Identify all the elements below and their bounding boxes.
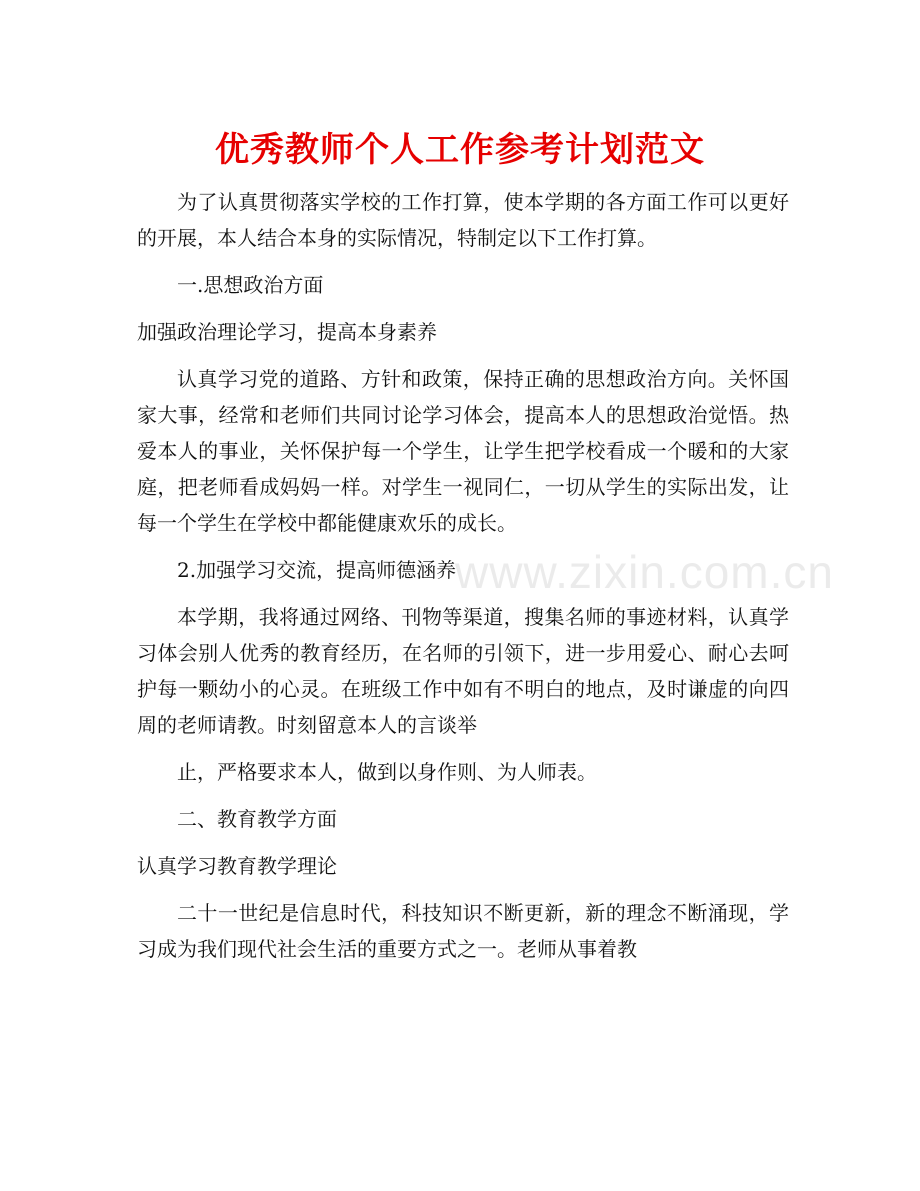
subheading-teaching-theory: 认真学习教育教学理论 <box>137 854 337 878</box>
paragraph-politics-study: 认真学习党的道路、方针和政策，保持正确的思想政治方向。关怀国家大事，经常和老师们共同讨论学习体会，提高本人的思想政治觉悟。热爱本人的事业，关怀保护每一个学生，让学生把学校看成一个暖和的大家庭，把老师看成妈妈一样。对学生一视同仁，一切从学生的实际出发，让每一个学生在学校中都能健康欢乐的成长。 <box>137 367 789 535</box>
watermark: www.zixin.com.cn <box>455 546 834 598</box>
paragraph-information-age: 二十一世纪是信息时代，科技知识不断更新，新的理念不断涌现，学习成为我们现代社会生活的重要方式之一。老师从事着教 <box>137 901 789 961</box>
document-title: 优秀教师个人工作参考计划范文 <box>215 130 705 170</box>
paragraph-exchange: 本学期，我将通过网络、刊物等渠道，搜集名师的事迹材料，认真学习体会别人优秀的教育经历，在名师的引领下，进一步用爱心、耐心去呵护每一颗幼小的心灵。在班级工作中如有不明白的地点，及时谦虚的向四周的老师请教。时刻留意本人的言谈举 <box>137 605 789 737</box>
paragraph-exchange-continued: 止，严格要求本人，做到以身作则、为人师表。 <box>177 760 597 784</box>
section-heading-teaching: 二、教育教学方面 <box>177 807 337 831</box>
paragraph-intro: 为了认真贯彻落实学校的工作打算，使本学期的各方面工作可以更好的开展，本人结合本身的实际情况，特制定以下工作打算。 <box>137 190 789 250</box>
subheading-exchange: 2.加强学习交流，提高师德涵养 <box>177 558 457 582</box>
document-body <box>137 184 789 978</box>
section-heading-politics: 一.思想政治方面 <box>177 273 324 297</box>
subheading-theory-study: 加强政治理论学习，提高本身素养 <box>137 320 437 344</box>
